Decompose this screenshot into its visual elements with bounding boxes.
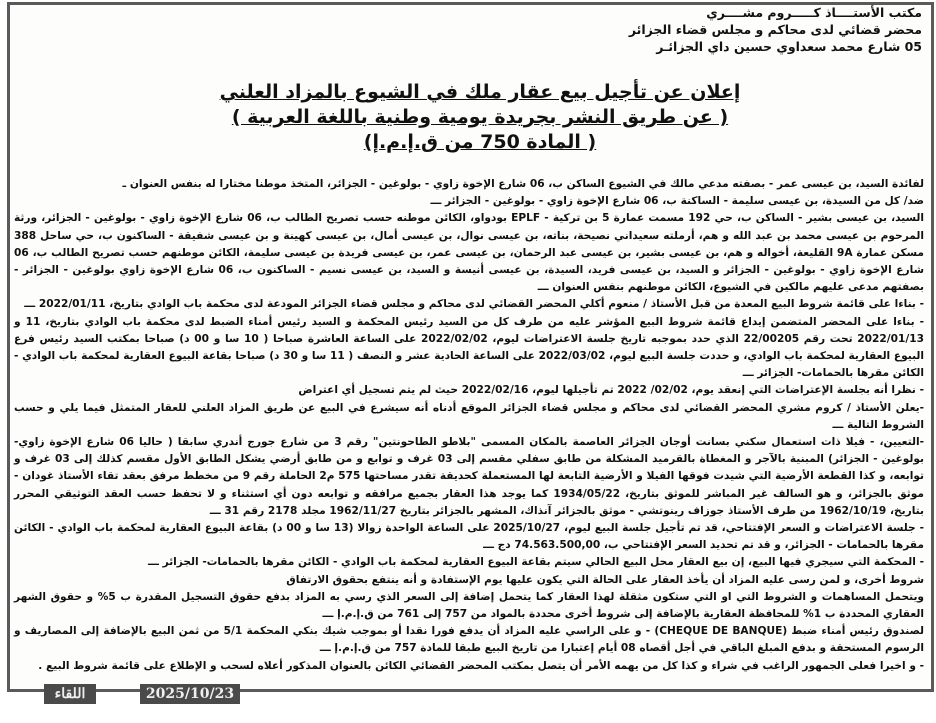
paragraph-against: ضد/ كل من السيدة، بن عيسى سليمة - الساكنة ب، 06 شارع الإخوة زاوي - بولوغين - الجزائر ـــ [430, 195, 924, 208]
paragraph-other-conditions: شروط أخرى، و لمن رسى عليه المزاد أن يأخذ العقار على الحالة التي يكون عليها يوم الإستفادة و أنه ينتفع بحقوق الارتفاق [286, 573, 924, 586]
title-line-3: ( المادة 750 من ق.إ.م.إ) [363, 131, 597, 153]
newspaper-name-tag: اللقاء [44, 684, 96, 704]
notice-title [180, 80, 780, 155]
paragraph-beneficiary: لفائدة السيد، بن عيسى عمر - بصفته مدعي مالك في الشيوع الساكن ب، 06 شارع الإخوة زاوي - بولوغين - الجزائر، المتخذ موطنا مختارا له بنفس العنوان ـ [122, 178, 924, 190]
title-line-1: إعلان عن تأجيل بيع عقار ملك في الشيوع بالمزاد العلني [219, 81, 741, 103]
office-description: محضر قضائي لدى محاكم و مجلس قضاء الجزائر [628, 22, 922, 37]
paragraph-opening-price: - جلسة الاعتراضات و السعر الإفتتاحي، قد تم تأجيل جلسة البيع ليوم، 2025/10/27 على الساعة الواحدة زوالا (13 سا و 00 د) بقاعة البيوع العقارية لمحكمة باب الوادي - الكائن مقرها بالحمامات - الجزائر، و قد تم تحديد السعر الإفتتاحي ب، 74.563.500,00 دج ـــ [14, 522, 925, 552]
paragraph-court: - المحكمة التي سيجري فيها البيع، إن بيع العقار محل البيع الحالي سيتم بقاعة البيوع العقارية لمحكمة باب الوادي - الكائن مقرها بالحمامات- الجزائر ـــ [148, 556, 924, 569]
paragraph-deposit-record: - بناءا على المحضر المتضمن إيداع قائمة شروط البيع المؤشر عليه من طرف كل من السيد رئيس المحكمة و السيد رئيس أمناء الضبط لدى محكمة باب الوادي بتاريخ، 11 و 2022/01/13 تحت رقم 22/00205 الذي حدد بموجبه تاريخ جلسة الاعتراضات ليوم، 2022/02/02 على الساعة العاشرة صباحا ( 10 سا و 00 د) صباحا بمكتب السيد رئيس فرع البيوع العقارية لمحكمة باب الوادي، و حددت جلسة البيع ليوم، 2022/03/02 على الساعة الحادية عشر و النصف ( 11 سا و 30 د) صباحا بقاعة البيوع العقارية لمحكمة باب الوادي - الكائن مقرها بالحمامات- الجزائر ـــ [14, 315, 925, 380]
paragraph-conditions-list: - بناءا على قائمة شروط البيع المعدة من قبل الأستاذ / منعوم أكلي المحضر القضائي لدى محاكم و مجلس قضاء الجزائر المودعة لدى محكمة باب الوادي بتاريخ، 2022/01/11 ـــ [24, 298, 924, 311]
title-line-2: ( عن طريق النشر بجريدة يومية وطنية باللغة العربية ) [231, 106, 729, 128]
bailiff-office-header [629, 4, 922, 55]
notice-body [14, 176, 924, 675]
paragraph-objections-session: - نظرا أنه بجلسة الإعتراضات التي إنعقد يوم، 02/02/ 2022 تم تأجيلها ليوم، 2022/02/16 حيث لم يتم تسجيل أي اعتراض [298, 384, 924, 397]
paragraph-property-designation: -التعيين، - فيلا ذات استعمال سكني بسانت أوجان الجزائر العاصمة بالمكان المسمى "بلاطو الطاحونتين" رقم 3 من شارع جورج أندري سابقا ( حاليا 06 شارع الإخوة زاوي- بولوغين - الجزائر) المبنية بالآجر و المغطاة بالقرميد المشكلة من طابق سفلي مقسم إلى 03 غرف و توابع و من طابق أرضي يشكل الطابق الأول مقسم كذلك إلى 03 غرف و توابعه، و كذا القطعة الأرضية التي شيدت فوقها الفيلا و الأرضية التابعة لها المستعملة كحديقة تقدر مساحتها 575 م2 الحاملة رقم 9 من مخطط مرفق بعقد تقاء الأستاذ غودان - موثق بالجزائر، و هو السالف غير المباشر للموثق بتاريخ، 1934/05/22 كما يوجد هذا العقار بجميع مرافقه و توابعه دون أي استثناء و لا تحفظ حسب العقد التوثيقي المحرر بتاريخ، 1962/10/19 من طرف الأستاذ جوزاف رينوتشي - موثق بالجزائر آنذاك، المشهر بالجزائر بتاريخ 1962/11/27 مجلد 2178 رقم 31 ـــ [14, 436, 925, 517]
office-address: 05 شارع محمد سعداوي حسين داي الجزائـر [656, 39, 922, 54]
paragraph-fees: ويتحمل المساهمات و الشروط التي او التي ستكون مثقلة لهذا العقار كما يتحمل إضافة إلى السعر الذي رسي به المزاد بدفع حقوق التسجيل المقدرة ب 5% و حقوق الشهر العقاري المحددة ب 1% للمحافظة العقارية بالإضافة إلى شروط أخرى محددة بالمواد من 757 إلى 761 من ق.إ.م.إ ـــ [14, 590, 925, 621]
office-name: مكتب الأستــــاذ كـــــروم مشــــري [706, 5, 922, 20]
paragraph-announcement: -يعلن الأستاذ / كروم مشري المحضر القضائي لدى محاكم و مجلس قضاء الجزائر الموقع أدناه أنه سيشرع في البيع عن طريق المزاد العلني للعقار المتمثل فيما يلي و حسب الشروط التالية ـــ [14, 401, 924, 431]
paragraph-defendants: السيد، بن عيسى بشير - الساكن ب، حي 192 مسمت عمارة 5 بن تركية - EPLF بودواو، الكائن موطنه حسب تصريح الطالب ب، 06 شارع الإخوة زاوي - بولوغين - الجزائر، ورثة المرحوم بن عيسى محمد بن عبد الله و هم، أرملته سعيداني نصيحة، بناته، بن عيسى نوال، بن عيسى أمال، بن عيسى كهينة و بن عيسى شفيقة - الساكنون ب، حي ساحل 388 مسكن عمارة 9A القليعة، أخواله و هم، بن عيسى بشير، بن عيسى عبد الرحمان، بن عيسى عمر، بن عيسى فريدة بن عيسى سليمة، الكائن موطنهم حسب تصريح الطالب ب، 06 شارع الإخوة زاوي - بولوغين - الجزائر و السيد، بن عيسى فريد، السيدة، بن عيسى أنيسة و السيد، بن عيسى نسيم - الساكنون ب، 06 شارع الإخوة زاوي بولوغين - الجزائر - بصفتهم مدعى عليهم مالكين في الشيوع، الكائن موطنهم بنفس العنوان ـــ [14, 212, 925, 294]
publication-date-tag: 2025/10/23 [140, 684, 240, 704]
paragraph-payment: لصندوق رئيس أمناء ضبط (CHEQUE DE BANQUE) - و على الراسي عليه المزاد أن يدفع فورا نقدا أو بموجب شيك بنكي المحكمة 5/1 من ثمن البيع بالإضافة إلى المصاريف و الرسوم المستحقة و بدفع المبلغ الباقي في أجل أقصاه 08 أيام إعتبارا من تاريخ البيع طبقا للمادة 757 من ق.إ.م.إ ـــ [14, 625, 924, 655]
paragraph-closing: - و اخيرا فعلى الجمهور الراغب في شراء و كذا كل من يهمه الأمر أن يتصل بمكتب المحضر القضائي الكائن بالعنوان المذكور أعلاه لسحب و الإطلاع على قائمة شروط البيع . [38, 659, 924, 672]
